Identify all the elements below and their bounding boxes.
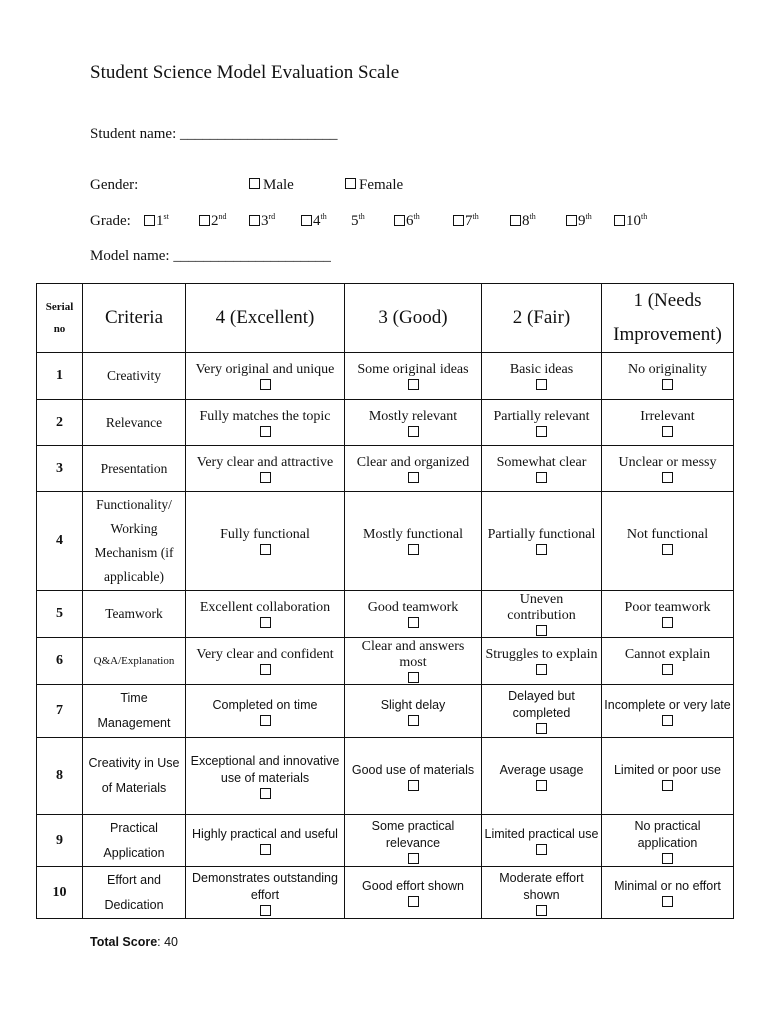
table-row [37,738,734,815]
grade-field [90,213,690,230]
rating-cell [186,492,345,591]
total-score-label: Total Score [90,935,158,949]
checkbox-icon[interactable] [408,544,419,555]
rating-description: Limited or poor use [613,762,721,777]
checkbox-icon[interactable] [566,215,577,226]
rating-description: Good effort shown [362,879,464,893]
rating-description: Exceptional and innovative use of materials [190,754,340,785]
grade-option-2[interactable]: 2nd [199,213,227,230]
rating-description: Cannot explain [624,647,711,662]
row-number: 4 [37,492,83,591]
rating-cell [602,353,734,400]
row-number: 6 [37,638,83,685]
rating-cell [602,492,734,591]
checkbox-icon[interactable] [614,215,625,226]
rating-description: Uneven contribution [507,592,576,623]
rating-cell [345,685,482,738]
checkbox-icon[interactable] [260,844,271,855]
checkbox-icon[interactable] [662,896,673,907]
checkbox-icon[interactable] [260,715,271,726]
rating-description: Struggles to explain [485,647,598,662]
total-score [90,935,178,949]
checkbox-icon[interactable] [260,472,271,483]
rating-description: Irrelevant [640,408,695,424]
rating-cell [345,492,482,591]
rating-cell [602,867,734,919]
rating-description: Mostly relevant [368,408,458,424]
rating-cell [602,400,734,446]
checkbox-icon[interactable] [408,672,419,683]
table-row [37,638,734,685]
rating-description: Partially relevant [493,408,590,424]
checkbox-icon[interactable] [536,664,547,675]
header-serial: Serial no [37,284,83,353]
page-title: Student Science Model Evaluation Scale [90,62,400,83]
rating-description: Not functional [626,527,709,542]
rating-description: Slight delay [380,697,446,712]
rating-cell [186,867,345,919]
rating-description: Demonstrates outstanding effort [192,870,338,902]
rating-description: Limited practical use [484,827,599,841]
table-row [37,492,734,591]
rating-description: Mostly functional [363,527,463,542]
gender-label: Gender: [90,177,139,193]
checkbox-icon[interactable] [394,215,405,226]
checkbox-icon[interactable] [260,426,271,437]
rating-description: Completed on time [212,697,318,712]
criteria-cell: Effort and Dedication [83,867,186,919]
table-row [37,815,734,867]
rating-cell [186,591,345,638]
rating-cell [602,685,734,738]
rating-cell [602,591,734,638]
rating-cell [186,685,345,738]
rating-description: No originality [628,362,707,377]
grade-option-9[interactable]: 9th [566,213,592,230]
checkbox-icon[interactable] [260,379,271,390]
checkbox-icon[interactable] [536,472,547,483]
rating-description: No practical application [634,818,701,850]
rating-description: Basic ideas [509,362,574,377]
checkbox-icon[interactable] [536,780,547,791]
rating-description: Very clear and attractive [196,454,334,470]
rating-cell [482,867,602,919]
row-number: 3 [37,446,83,492]
rating-cell [482,815,602,867]
checkbox-icon[interactable] [408,896,419,907]
criteria-cell: Functionality/ Working Mechanism (if applicable) [83,492,186,591]
rating-cell [186,400,345,446]
checkbox-icon[interactable] [408,853,419,864]
rating-description: Very original and unique [195,362,335,377]
criteria-cell: Q&A/Explanation [83,638,186,685]
rating-description: Clear and answers most [361,639,465,670]
header-criteria: Criteria [83,284,186,353]
rating-description: Poor teamwork [624,600,711,615]
checkbox-icon[interactable] [260,788,271,799]
rating-cell [482,638,602,685]
grade-option-4[interactable]: 4th [301,213,327,230]
rating-description: Fully matches the topic [199,408,331,424]
grade-option-8[interactable]: 8th [510,213,536,230]
checkbox-icon[interactable] [408,617,419,628]
table-row [37,446,734,492]
checkbox-icon[interactable] [662,426,673,437]
rating-description: Incomplete or very late [604,697,731,712]
checkbox-icon[interactable] [536,426,547,437]
rating-description: Good use of materials [351,762,475,777]
rating-cell [186,446,345,492]
rating-description: Some practical relevance [371,818,455,850]
checkbox-icon[interactable] [345,178,356,189]
rating-cell [482,353,602,400]
rating-cell [186,353,345,400]
rating-cell [186,815,345,867]
header-fair: 2 (Fair) [482,284,602,353]
criteria-cell: Creativity in Use of Materials [83,738,186,815]
grade-option-10[interactable]: 10th [614,213,647,230]
table-row [37,685,734,738]
row-number: 2 [37,400,83,446]
rating-description: Delayed but completed [508,689,575,720]
row-number: 1 [37,353,83,400]
rating-cell [482,446,602,492]
rating-description: Very clear and confident [196,647,334,662]
rating-cell [186,738,345,815]
rating-cell [482,591,602,638]
table-row [37,867,734,919]
model-name-field[interactable]: Model name: _____________________ [90,248,331,264]
checkbox-icon[interactable] [510,215,521,226]
row-number: 5 [37,591,83,638]
rating-description: Unclear or messy [618,454,717,470]
total-score-value: : 40 [157,935,179,949]
rating-cell [602,446,734,492]
checkbox-icon[interactable] [408,379,419,390]
checkbox-icon[interactable] [536,905,547,916]
rating-cell [186,638,345,685]
rating-cell [602,738,734,815]
rating-cell [345,446,482,492]
gender-field [90,177,404,194]
criteria-cell: Relevance [83,400,186,446]
criteria-cell: Presentation [83,446,186,492]
rating-description: Fully functional [220,527,310,542]
checkbox-icon[interactable] [536,379,547,390]
header-good: 3 (Good) [345,284,482,353]
checkbox-icon[interactable] [144,215,155,226]
rating-description: Average usage [499,762,584,777]
checkbox-icon[interactable] [536,625,547,636]
checkbox-icon[interactable] [662,472,673,483]
header-excellent: 4 (Excellent) [186,284,345,353]
checkbox-icon[interactable] [301,215,312,226]
rating-description: Moderate effort shown [499,870,584,902]
checkbox-icon[interactable] [662,780,673,791]
rating-cell [345,353,482,400]
checkbox-icon[interactable] [453,215,464,226]
checkbox-icon[interactable] [536,723,547,734]
rating-cell [482,738,602,815]
criteria-cell: Time Management [83,685,186,738]
criteria-cell: Creativity [83,353,186,400]
rating-cell [345,638,482,685]
checkbox-icon[interactable] [249,215,260,226]
checkbox-icon[interactable] [408,426,419,437]
rating-description: Minimal or no effort [614,879,721,893]
rating-description: Somewhat clear [496,454,587,470]
rating-cell [482,685,602,738]
checkbox-icon[interactable] [536,844,547,855]
checkbox-icon[interactable] [662,617,673,628]
table-row [37,591,734,638]
student-name-field[interactable]: Student name: _____________________ [90,126,338,142]
table-row [37,400,734,446]
row-number: 8 [37,738,83,815]
checkbox-icon[interactable] [662,544,673,555]
header-needs-improvement: 1 (Needs Improvement) [602,284,734,353]
grade-option-1[interactable]: 1st [144,213,169,230]
rating-cell [602,815,734,867]
row-number: 10 [37,867,83,919]
rating-cell [345,400,482,446]
checkbox-icon[interactable] [408,715,419,726]
checkbox-icon[interactable] [536,544,547,555]
checkbox-icon[interactable] [662,853,673,864]
rating-cell [482,400,602,446]
checkbox-icon[interactable] [662,715,673,726]
grade-option-3[interactable]: 3rd [249,213,275,230]
rating-cell [345,867,482,919]
table-row [37,353,734,400]
criteria-cell: Teamwork [83,591,186,638]
rating-description: Clear and organized [356,454,470,470]
gender-option-female[interactable]: Female [345,177,403,194]
rating-description: Some original ideas [357,362,469,377]
grade-label: Grade: [90,213,131,229]
rating-description: Partially functional [487,527,596,542]
grade-option-5[interactable]: 5th [351,212,365,229]
rating-description: Good teamwork [367,600,459,615]
rating-cell [345,738,482,815]
checkbox-icon[interactable] [662,664,673,675]
rating-description: Excellent collaboration [199,600,331,615]
checkbox-icon[interactable] [249,178,260,189]
grade-option-6[interactable]: 6th [394,213,420,230]
checkbox-icon[interactable] [260,544,271,555]
evaluation-table [36,283,734,919]
rating-cell [482,492,602,591]
grade-option-7[interactable]: 7th [453,213,479,230]
row-number: 9 [37,815,83,867]
checkbox-icon[interactable] [408,780,419,791]
table-header-row [37,284,734,353]
rating-cell [345,815,482,867]
rating-cell [345,591,482,638]
checkbox-icon[interactable] [408,472,419,483]
rating-description: Highly practical and useful [192,827,338,841]
gender-option-male[interactable]: Male [249,177,294,194]
criteria-cell: Practical Application [83,815,186,867]
row-number: 7 [37,685,83,738]
checkbox-icon[interactable] [199,215,210,226]
rating-cell [602,638,734,685]
checkbox-icon[interactable] [662,379,673,390]
checkbox-icon[interactable] [260,664,271,675]
checkbox-icon[interactable] [260,617,271,628]
checkbox-icon[interactable] [260,905,271,916]
